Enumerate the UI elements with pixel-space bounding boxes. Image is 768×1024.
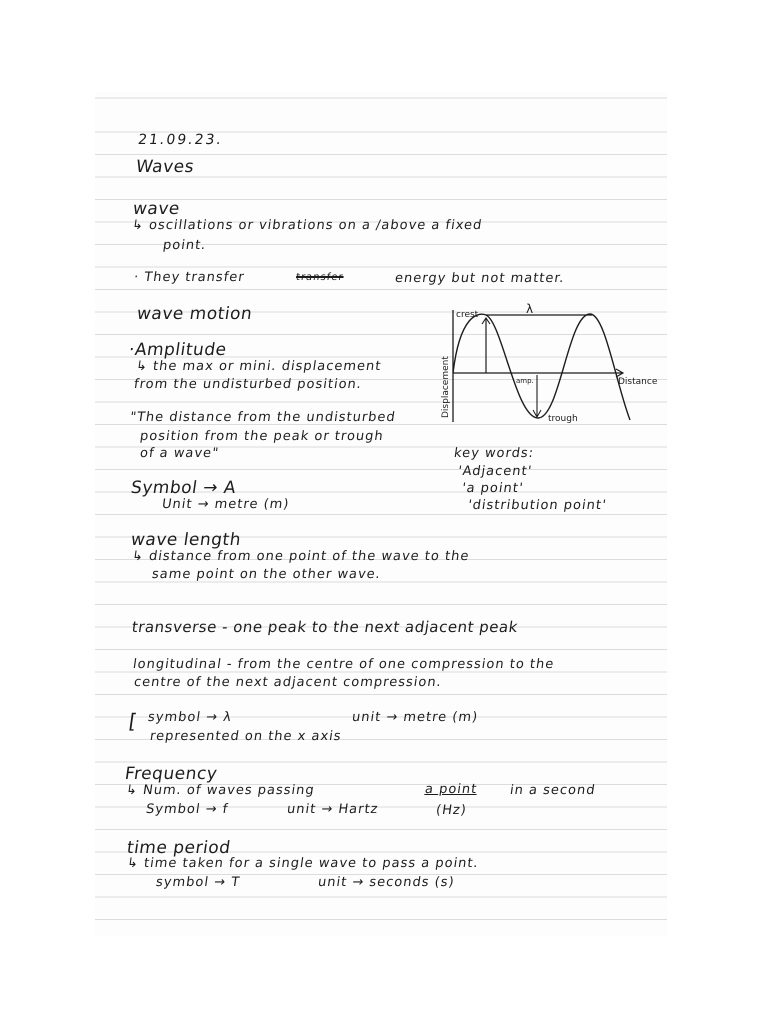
amplitude-unit: Unit → metre (m) [160, 497, 291, 512]
frequency-definition-point: a point [423, 782, 479, 797]
bracket-mark: [ [127, 709, 139, 733]
wavelength-axis-note: represented on the x axis [148, 729, 343, 744]
frequency-definition-end: in a second [508, 783, 597, 798]
frequency-symbol: Symbol → f [144, 802, 230, 817]
wave-curve [453, 314, 630, 420]
key-words-label: key words: [452, 446, 536, 461]
wave-definition-line-1: ↳ oscillations or vibrations on a /above a fixed [130, 218, 484, 233]
longitudinal-definition-line-1: longitudinal - from the centre of one compression to the [131, 657, 556, 672]
transfer-text-end: energy but not matter. [393, 271, 566, 286]
trough-label: trough [548, 414, 578, 424]
wavelength-unit: unit → metre (m) [350, 710, 480, 725]
amplitude-symbol: Symbol → A [129, 478, 238, 498]
wavelength-definition-line-1: ↳ distance from one point of the wave to the [130, 549, 471, 564]
amplitude-quote-line-2: position from the peak or trough [138, 429, 385, 444]
time-period-unit: unit → seconds (s) [316, 875, 456, 890]
crest-label: crest [456, 310, 479, 320]
amplitude-mark: amp. [516, 377, 534, 385]
key-word-a-point: 'a point' [460, 481, 525, 496]
amplitude-heading: ·Amplitude [127, 340, 228, 360]
amplitude-quote-line-3: of a wave" [138, 446, 221, 461]
wave-heading: wave [131, 199, 182, 219]
key-word-distribution-point: 'distribution point' [466, 498, 608, 513]
date: 21.09.23. [136, 132, 224, 148]
key-word-adjacent: 'Adjacent' [456, 464, 534, 479]
crossed-out-word: transfer [295, 272, 345, 283]
wavelength-symbol: symbol → λ [146, 710, 233, 725]
wave-diagram [420, 300, 670, 435]
wavelength-definition-line-2: same point on the other wave. [150, 567, 382, 582]
frequency-unit-abbreviation: (Hz) [434, 803, 468, 818]
wave-definition-line-2: point. [161, 238, 208, 253]
page-title: Waves [134, 157, 196, 177]
transverse-definition: transverse - one peak to the next adjacent peak [130, 618, 520, 636]
amplitude-quote-line-1: "The distance from the undisturbed [128, 410, 397, 425]
longitudinal-definition-line-2: centre of the next adjacent compression. [132, 675, 443, 690]
displacement-axis-label: Displacement [441, 356, 451, 418]
amplitude-definition-line-2: from the undisturbed position. [132, 377, 363, 392]
distance-axis-label: Distance [618, 377, 658, 387]
amplitude-definition-line-1: ↳ the max or mini. displacement [134, 359, 383, 374]
time-period-definition: ↳ time taken for a single wave to pass a point. [125, 856, 480, 871]
time-period-symbol: symbol → T [154, 875, 242, 890]
time-period-heading: time period [125, 838, 232, 858]
frequency-heading: Frequency [123, 764, 219, 784]
transfer-text-start: · They transfer [132, 270, 246, 285]
frequency-unit: unit → Hartz [285, 802, 380, 817]
wave-motion-heading: wave motion [135, 304, 254, 324]
wavelength-heading: wave length [129, 530, 243, 550]
lambda-label: λ [526, 302, 534, 316]
frequency-definition-start: ↳ Num. of waves passing [124, 783, 316, 798]
